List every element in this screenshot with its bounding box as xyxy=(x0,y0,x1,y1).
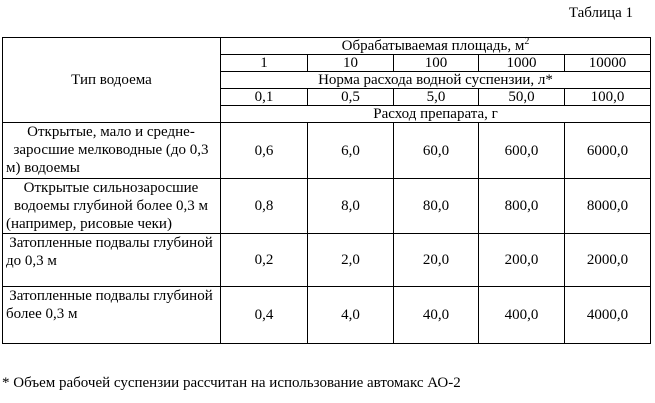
table-cell: 600,0 xyxy=(479,123,565,179)
area-value: 10000 xyxy=(565,55,651,72)
table-cell: 2000,0 xyxy=(565,234,651,287)
table-row xyxy=(3,123,651,179)
area-value: 100 xyxy=(394,55,479,72)
area-header-superscript: 2 xyxy=(524,36,530,47)
table-cell: 80,0 xyxy=(394,179,479,234)
footnote: * Объем рабочей суспензии рассчитан на использование автомакс АО-2 xyxy=(2,375,461,391)
table-row xyxy=(3,234,651,287)
type-header: Тип водоема xyxy=(3,38,221,123)
table-row xyxy=(3,287,651,344)
table-cell: 0,8 xyxy=(221,179,308,234)
table-cell: 800,0 xyxy=(479,179,565,234)
consumption-header: Расход препарата, г xyxy=(221,106,651,123)
table-cell: 40,0 xyxy=(394,287,479,344)
table-cell: 200,0 xyxy=(479,234,565,287)
table-cell: 6000,0 xyxy=(565,123,651,179)
table-cell: 8,0 xyxy=(308,179,394,234)
norm-value: 0,1 xyxy=(221,89,308,106)
area-value: 10 xyxy=(308,55,394,72)
table-row xyxy=(3,179,651,234)
table-cell: 0,6 xyxy=(221,123,308,179)
area-header: Обрабатываемая площадь, $м^2$ xyxy=(221,38,651,55)
table-cell: 2,0 xyxy=(308,234,394,287)
norm-value: 50,0 xyxy=(479,89,565,106)
table-cell: 4,0 xyxy=(308,287,394,344)
table-cell: 20,0 xyxy=(394,234,479,287)
table-cell: 8000,0 xyxy=(565,179,651,234)
row-label: Открытые сильнозаросшие водоемы глубиной более 0,3 м (например, рисовые чеки) xyxy=(3,179,221,234)
consumption-table xyxy=(2,37,651,344)
norm-header: Норма расхода водной суспензии, л* xyxy=(221,72,651,89)
table-cell: 60,0 xyxy=(394,123,479,179)
table-cell: 0,2 xyxy=(221,234,308,287)
row-label: Открытые, мало и средне-заросшие мелководные (до 0,3 м) водоемы xyxy=(3,123,221,179)
table-cell: 400,0 xyxy=(479,287,565,344)
table-caption: Таблица 1 xyxy=(568,5,633,21)
table-cell: 4000,0 xyxy=(565,287,651,344)
row-label: Затопленные подвалы глубиной до 0,3 м xyxy=(3,234,221,287)
norm-value: 5,0 xyxy=(394,89,479,106)
area-value: 1000 xyxy=(479,55,565,72)
row-label: Затопленные подвалы глубиной более 0,3 м xyxy=(3,287,221,344)
table-cell: 6,0 xyxy=(308,123,394,179)
table-cell: 0,4 xyxy=(221,287,308,344)
norm-value: 0,5 xyxy=(308,89,394,106)
norm-value: 100,0 xyxy=(565,89,651,106)
area-value: 1 xyxy=(221,55,308,72)
